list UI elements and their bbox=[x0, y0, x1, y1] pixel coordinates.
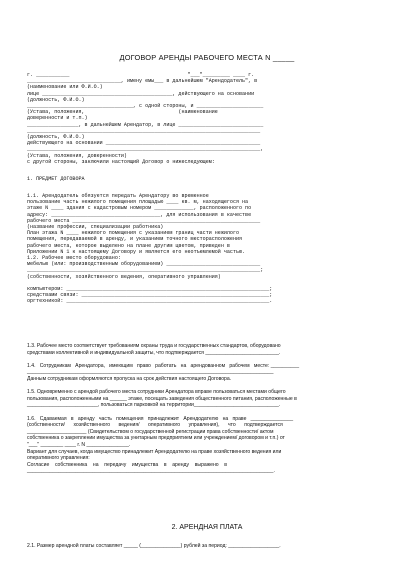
provision-line: 1.5. Одновременно с арендой рабочего места сотрудники Арендатора вправе пользоваться местами общего bbox=[27, 389, 286, 396]
section-1-clauses bbox=[27, 193, 272, 305]
header-line: с другой стороны, заключили настоящий Договор о нижеследующем: bbox=[27, 158, 215, 165]
header-block bbox=[27, 72, 263, 165]
provision-line bbox=[27, 356, 299, 363]
clause-line: План этажа N ____ нежилого помещения с указанием границ части нежилого bbox=[27, 230, 240, 237]
header-line: (наименование или Ф.И.О.) bbox=[27, 84, 103, 91]
clause-line: мебелью (или: производственным оборудованием) _______________________________ bbox=[27, 261, 261, 268]
document-title: ДОГОВОР АРЕНДЫ РАБОЧЕГО МЕСТА N _____ bbox=[119, 53, 295, 62]
provision-line: _______________________________________________________________________________________ bbox=[27, 369, 274, 376]
header-line: лице ___________________________________________, действующего на основании bbox=[27, 90, 255, 97]
clause-line: рабочего места, которое выделено на плане другим цветом, приведен в bbox=[27, 242, 230, 249]
provision-line: (собственности/ хозяйственного ведения/ оперативного управления), что подтверждается bbox=[27, 422, 283, 429]
header-line: _____________________________________________________________________________ bbox=[27, 127, 261, 134]
clause-line: (название профессии, специализации работника) bbox=[27, 224, 164, 231]
provision-line: _______________________________________________________________________________________. bbox=[27, 468, 275, 475]
provision-line: Согласие собственника на передачу имущества в аренду выражено в bbox=[27, 461, 228, 468]
provision-line bbox=[27, 409, 299, 416]
header-line: г. ___________ "___"_________ ____ г. bbox=[27, 72, 255, 78]
clause-line: помещения, передаваемой в аренду, и указанием точного месторасположения bbox=[27, 236, 243, 243]
clause-line: 1.1. Арендодатель обязуется передать Арендатору во временное bbox=[27, 193, 209, 199]
header-line: доверенности и т.п.) bbox=[27, 115, 88, 122]
header-line: ___________________________________, с одной стороны, и ______________________ bbox=[27, 103, 264, 110]
provision-line: 1.6. Сдаваемая в аренду часть помещения принадлежит Арендодателю на праве _______________ bbox=[27, 415, 294, 422]
clause-line: Приложении N 1 к настоящему Договору и является его неотъемлемой частью. bbox=[27, 248, 246, 255]
section-1-provisions bbox=[27, 343, 299, 475]
section-1-heading: 1. ПРЕДМЕТ ДОГОВОРА bbox=[27, 176, 85, 182]
header-line: _____________________________________________________________________________, bbox=[27, 146, 264, 153]
provision-line: 1.4. Сотрудникам Арендатора, имеющим право работать на арендованном рабочем месте: __________ bbox=[27, 362, 300, 369]
header-line: действующего на основании ___________________________________________________ bbox=[27, 140, 261, 147]
clause-line: пользование часть нежилого помещения площадью ____ кв. м, находящегося на bbox=[27, 199, 249, 206]
header-line: (должность, Ф.И.О.) bbox=[27, 134, 85, 141]
header-line: (Устава, положения, (наименование bbox=[27, 109, 218, 116]
provision-line: _________________________, пользоваться парковкой на территории______________________________. bbox=[27, 402, 281, 409]
clause-line: _____________________________________________________________________________; bbox=[27, 267, 264, 274]
provision-line: средствами коллективной и индивидуальной защиты, что подтверждается __________________________. bbox=[27, 349, 281, 356]
clause-line: оргтехникой: ___________________________________________________________________. bbox=[27, 298, 273, 305]
header-line: _______________________________, имену емы___ в дальнейшем "Арендодатель", в bbox=[27, 78, 258, 85]
header-line: (должность, Ф.И.О.) bbox=[27, 96, 85, 103]
clause-line: средствами связи: ______________________________________________________________; bbox=[27, 292, 273, 299]
provision-line: оперативного управления: bbox=[27, 455, 90, 462]
clause-line: рабочего места ______________________________________________________________ bbox=[27, 217, 261, 224]
header-line: (Устава, положения, доверенности) bbox=[27, 152, 127, 159]
clause-line: 1.2. Рабочее место оборудовано: bbox=[27, 255, 121, 262]
provision-line: собственника о закреплении имущества за унитарным предприятием или учреждением/ договором и т.п.) от bbox=[27, 435, 285, 442]
clause-line: (собственности, хозяйственного ведения, оперативного управления) bbox=[27, 273, 221, 280]
provision-line: "___" ________ ____ г. N _______________. bbox=[27, 441, 131, 448]
provision-line: _____________________ (Свидетельством о государственной регистрации права собственности/ актом bbox=[27, 428, 274, 435]
section-2-heading: 2. АРЕНДНАЯ ПЛАТА bbox=[171, 524, 243, 531]
provision-line: пользования, расположенными на ______ этаже, посещать заведения общественного питания, расположенные в bbox=[27, 395, 297, 402]
provision-line: Вариант для случаев, когда имущество принадлежит Арендодателю на праве хозяйственного ведения или bbox=[27, 448, 282, 455]
clause-line: адресу: ____________________________________, для использования в качестве bbox=[27, 211, 252, 218]
clause-line: компьютером: ___________________________________________________________________; bbox=[27, 286, 273, 293]
rent-amount-line: 2.1. Размер арендной платы составляет _____ (______________) рублей за период: __________________. bbox=[27, 543, 281, 549]
clause-line: этаже N ____ здания с кадастровым номером _____________, расположенного по bbox=[27, 205, 252, 212]
provision-line: 1.3. Рабочее место соответствует требованиям охраны труда и государственных стандартов, оборудовано bbox=[27, 343, 281, 349]
header-line: _________________, в дальнейшем Арендатор, в лице ____________________________ bbox=[27, 121, 264, 128]
provision-line: Данным сотрудникам оформляются пропуска на срок действия настоящего Договора. bbox=[27, 375, 232, 382]
